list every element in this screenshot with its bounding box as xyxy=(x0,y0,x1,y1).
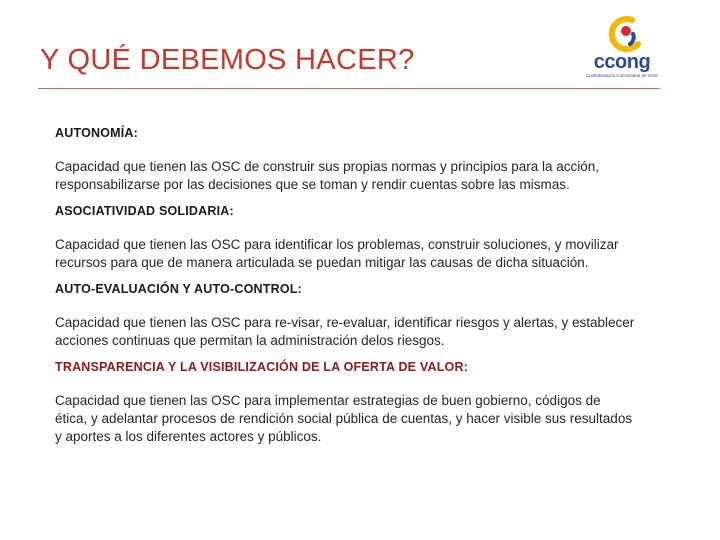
section-text-autoevaluacion: Capacidad que tienen las OSC para re-visar, re-evaluar, identificar riesgos y alertas, y establecer acciones continuas que permitan la administración delos riesgos. xyxy=(55,315,635,348)
logo-subtitle: Confederación Colombiana de ONG xyxy=(585,73,659,78)
title-divider xyxy=(38,88,660,89)
logo-mark-icon xyxy=(580,14,664,54)
page-title: Y QUÉ DEBEMOS HACER? xyxy=(40,44,415,76)
section-heading-asociatividad: ASOCIATIVIDAD SOLIDARIA: xyxy=(55,204,234,218)
section-text-autonomia: Capacidad que tienen las OSC de construir sus propias normas y principios para la acción, responsabilizarse por las decisiones que se toman y rendir cuentas sobre las mismas. xyxy=(55,159,600,192)
section-text-transparencia: Capacidad que tienen las OSC para implementar estrategias de buen gobierno, códigos de ética, y adelantar procesos de rendición social pública de cuentas, y hacer visible sus resultados y aportes a los diferentes actores y públicos. xyxy=(55,393,633,444)
section-heading-transparencia: TRANSPARENCIA Y LA VISIBILIZACIÓN DE LA OFERTA DE VALOR: xyxy=(55,360,469,374)
ccong-logo xyxy=(580,14,664,80)
section-text-asociatividad: Capacidad que tienen las OSC para identificar los problemas, construir soluciones, y movilizar recursos para que de manera articulada se puedan mitigar las causas de dicha situación. xyxy=(55,237,619,270)
section-heading-autonomia: AUTONOMÍA: xyxy=(55,126,139,140)
content xyxy=(55,124,635,454)
logo-wordmark: ccong xyxy=(593,51,651,73)
section-heading-autoevaluacion: AUTO-EVALUACIÓN Y AUTO-CONTROL: xyxy=(55,282,302,296)
